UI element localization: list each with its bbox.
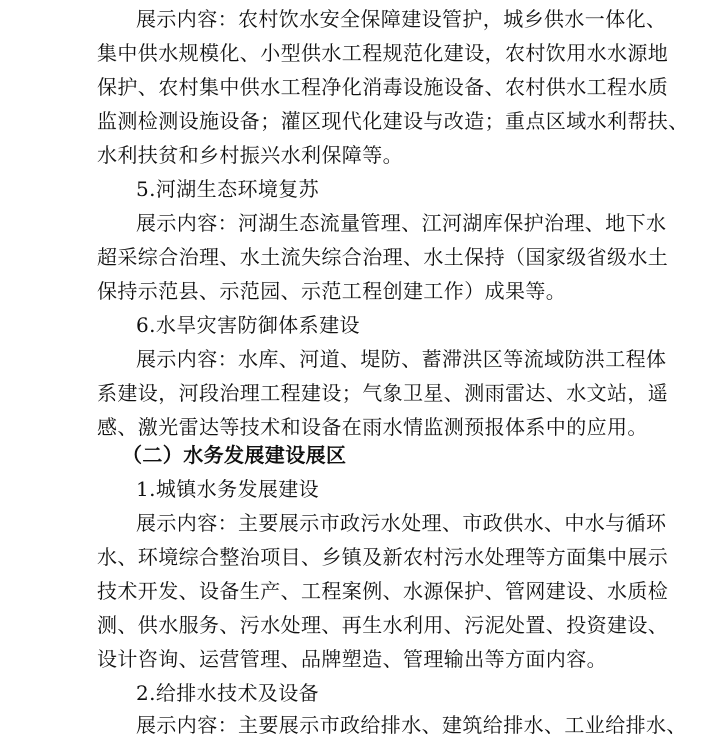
paragraph-line: 展示内容：河湖生态流量管理、江河湖库保护治理、地下水 <box>136 211 667 235</box>
paragraph-line: 水利扶贫和乡村振兴水利保障等。 <box>97 143 403 167</box>
paragraph-line: 系建设，河段治理工程建设；气象卫星、测雨雷达、水文站，遥 <box>97 381 669 405</box>
paragraph-line: 展示内容：农村饮水安全保障建设管护，城乡供水一体化、 <box>136 7 667 31</box>
paragraph-line: 监测检测设施设备；灌区现代化建设与改造；重点区域水利帮扶、 <box>97 109 689 133</box>
paragraph-line: 超采综合治理、水土流失综合治理、水土保持（国家级省级水土 <box>97 245 669 269</box>
paragraph-line: 展示内容：主要展示市政给排水、建筑给排水、工业给排水、 <box>136 713 687 737</box>
major-section-heading: （二）水务发展建设展区 <box>122 443 347 467</box>
paragraph-line: 感、激光雷达等技术和设备在雨水情监测预报体系中的应用。 <box>97 415 648 439</box>
paragraph-line: 测、供水服务、污水处理、再生水利用、污泥处置、投资建设、 <box>97 613 669 637</box>
paragraph-line: 保护、农村集中供水工程净化消毒设施设备、农村供水工程水质 <box>97 75 669 99</box>
paragraph-line: 技术开发、设备生产、工程案例、水源保护、管网建设、水质检 <box>97 579 669 603</box>
paragraph-line: 展示内容：主要展示市政污水处理、市政供水、中水与循环 <box>136 511 667 535</box>
paragraph-line: 保持示范县、示范园、示范工程创建工作）成果等。 <box>97 279 567 303</box>
paragraph-line: 设计咨询、运营管理、品牌塑造、管理输出等方面内容。 <box>97 647 607 671</box>
section-heading: 6.水旱灾害防御体系建设 <box>136 313 360 337</box>
paragraph-line: 展示内容：水库、河道、堤防、蓄滞洪区等流域防洪工程体 <box>136 347 667 371</box>
section-heading: 2.给排水技术及设备 <box>136 681 320 705</box>
section-heading: 1.城镇水务发展建设 <box>136 477 320 501</box>
paragraph-line: 水、环境综合整治项目、乡镇及新农村污水处理等方面集中展示 <box>97 545 669 569</box>
paragraph-line: 集中供水规模化、小型供水工程规范化建设，农村饮用水水源地 <box>97 41 669 65</box>
section-heading: 5.河湖生态环境复苏 <box>136 177 320 201</box>
